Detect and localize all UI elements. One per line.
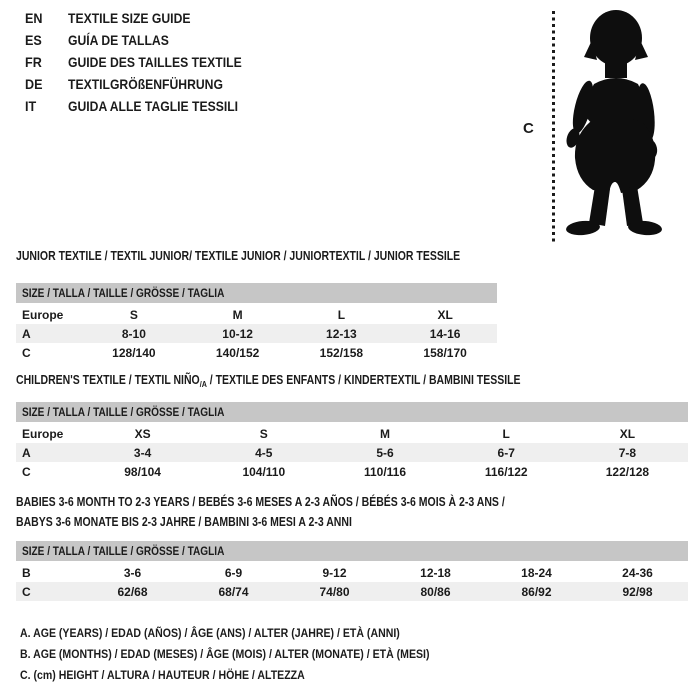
lang-code: DE [25,76,43,92]
row-label: A [22,326,31,341]
title-part: CHILDREN'S TEXTILE / TEXTIL NIÑO [16,373,200,387]
height-cell: 104/110 [242,464,286,479]
table-row [16,424,688,443]
height-cell: 158/170 [423,345,467,360]
height-cell: 122/128 [605,464,650,479]
lang-code: IT [25,98,37,114]
age-cell: 5-6 [376,445,394,460]
lang-title: TEXTILGRÖßENFÜHRUNG [68,76,223,92]
childrens-section-title-text [16,372,521,392]
title-subscript: /A [199,379,207,389]
note-age-months [20,647,485,668]
height-cell: 68/74 [218,584,249,599]
age-cell: 4-5 [255,445,273,460]
babies-title-line1: BABIES 3-6 MONTH TO 2-3 YEARS / BEBÉS 3-6 MESES A 2-3 AÑOS / BÉBÉS 3-6 MOIS À 2-3 ANS / [16,495,505,509]
height-cell: 110/116 [363,464,407,479]
age-cell: 18-24 [521,565,552,580]
lang-title: TEXTILE SIZE GUIDE [68,10,191,26]
lang-row-es [25,29,268,51]
size-cell: XL [619,426,636,441]
size-cell: XS [134,426,151,441]
size-header-band [16,283,497,303]
lang-row-de [25,73,268,95]
age-cell: 8-10 [121,326,146,341]
height-cell: 128/140 [112,345,156,360]
age-cell: 6-7 [497,445,515,460]
lang-row-en [25,7,268,29]
note-height-cm [20,668,485,689]
size-cell: S [259,426,268,441]
height-cell: 74/80 [319,584,350,599]
table-row [16,443,688,462]
note-age-years [20,626,485,647]
size-cell: L [502,426,510,441]
age-cell: 24-36 [622,565,653,580]
size-header-band [16,402,688,422]
height-measure-label: C [523,120,534,137]
lang-title: GUIDE DES TAILLES TEXTILE [68,54,242,70]
childrens-textile-section [16,372,688,479]
childrens-size-table [16,402,688,481]
size-cell: XL [437,307,453,322]
size-cell: M [232,307,243,322]
note-text: B. AGE (MONTHS) / EDAD (MESES) / ÂGE (MOIS) / ALTER (MONATE) / ETÀ (MESI) [20,647,430,661]
age-cell: 10-12 [222,326,253,341]
age-cell: 3-4 [133,445,152,460]
height-cell: 140/152 [215,345,260,360]
height-cell: 98/104 [124,464,161,479]
row-label: C [22,345,31,360]
row-label: C [22,584,31,599]
babies-textile-section [16,492,688,599]
lang-title: GUIDA ALLE TAGLIE TESSILI [68,98,239,114]
lang-code: FR [25,54,42,70]
lang-title: GUÍA DE TALLAS [68,32,169,48]
age-cell: 7-8 [618,445,637,460]
junior-textile-section [16,248,497,360]
note-text: C. (cm) HEIGHT / ALTURA / HAUTEUR / HÖHE / ALTEZZA [20,668,305,682]
age-cell: 12-13 [326,326,357,341]
table-row [16,462,688,481]
size-header-band [16,541,688,561]
lang-code: EN [25,10,43,26]
height-cell: 80/86 [420,584,451,599]
table-row [16,343,497,362]
language-title-list [25,7,268,117]
babies-section-title [16,492,688,532]
row-label: C [22,464,31,479]
row-label: B [22,565,31,580]
size-header-text: SIZE / TALLA / TAILLE / GRÖSSE / TAGLIA [22,405,225,419]
lang-code: ES [25,32,42,48]
junior-section-title-text: JUNIOR TEXTILE / TEXTIL JUNIOR/ TEXTILE JUNIOR / JUNIORTEXTIL / JUNIOR TESSILE [16,249,461,263]
lang-row-fr [25,51,268,73]
row-label: Europe [22,426,64,441]
size-cell: S [129,307,138,322]
age-cell: 12-18 [420,565,451,580]
size-header-text: SIZE / TALLA / TAILLE / GRÖSSE / TAGLIA [22,544,225,558]
childrens-section-title [16,372,688,392]
table-row [16,582,688,601]
legend-notes [20,626,485,689]
table-row [16,305,497,324]
row-label: Europe [22,307,64,322]
title-part: / TEXTILE DES ENFANTS / KINDERTEXTIL / BAMBINI TESSILE [206,373,521,387]
height-cell: 152/158 [319,345,364,360]
height-measure-dashed-line [552,11,555,245]
size-cell: L [337,307,346,322]
age-cell: 6-9 [224,565,243,580]
junior-size-table [16,283,497,362]
height-cell: 62/68 [117,584,148,599]
size-header-text: SIZE / TALLA / TAILLE / GRÖSSE / TAGLIA [22,286,225,300]
table-row [16,324,497,343]
age-cell: 14-16 [429,326,461,341]
height-cell: 92/98 [622,584,653,599]
age-cell: 9-12 [322,565,347,580]
junior-section-title [16,248,497,264]
height-cell: 86/92 [521,584,552,599]
table-row [16,563,688,582]
row-label: A [22,445,31,460]
height-cell: 116/122 [484,464,528,479]
age-cell: 3-6 [123,565,142,580]
note-text: A. AGE (YEARS) / EDAD (AÑOS) / ÂGE (ANS) / ALTER (JAHRE) / ETÀ (ANNI) [20,626,400,640]
size-cell: M [380,426,390,441]
toddler-silhouette-icon [564,10,664,238]
babies-size-table [16,541,688,601]
lang-row-it [25,95,268,117]
babies-title-line2: BABYS 3-6 MONATE BIS 2-3 JAHRE / BAMBINI 3-6 MESI A 2-3 ANNI [16,515,352,529]
